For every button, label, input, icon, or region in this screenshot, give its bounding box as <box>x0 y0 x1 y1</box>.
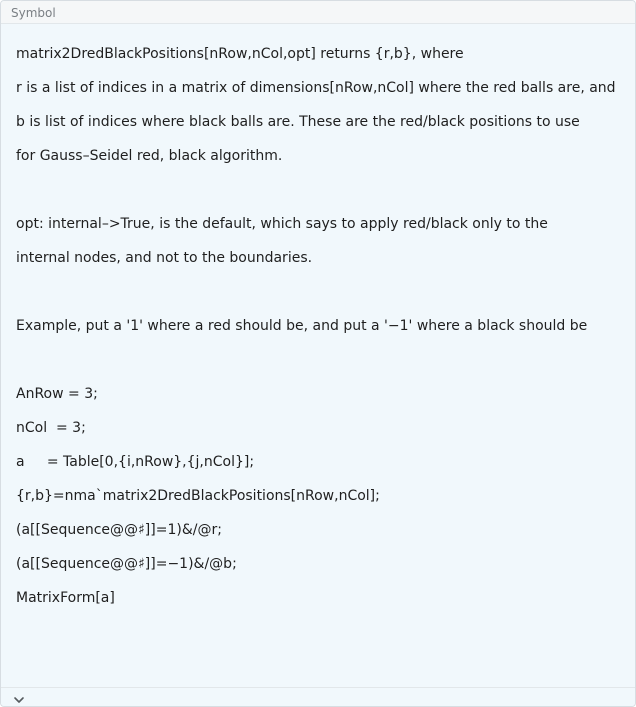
usage-line: matrix2DredBlackPositions[nRow,nCol,opt] returns {r,b}, where <box>16 46 464 62</box>
code-line: a = Table[0,{i,nRow},{j,nCol}]; <box>16 454 255 470</box>
usage-line: internal nodes, and not to the boundaries. <box>16 250 313 266</box>
code-line: (a[[Sequence@@♯]]=−1)&/@b; <box>16 556 237 572</box>
code-line: nCol = 3; <box>16 420 86 436</box>
usage-line <box>16 343 628 377</box>
usage-line <box>16 173 628 207</box>
usage-line: b is list of indices where black balls are. These are the red/black positions to use <box>16 114 580 130</box>
code-line: AnRow = 3; <box>16 386 98 402</box>
usage-line: opt: internal–>True, is the default, which says to apply red/black only to the <box>16 216 548 232</box>
panel-header <box>1 1 635 24</box>
usage-line <box>16 275 628 309</box>
code-line: (a[[Sequence@@♯]]=1)&/@r; <box>16 522 222 538</box>
code-line: {r,b}=nma`matrix2DredBlackPositions[nRow,nCol]; <box>16 488 380 504</box>
usage-text[interactable] <box>16 37 628 615</box>
usage-line: r is a list of indices in a matrix of dimensions[nRow,nCol] where the red balls are, and <box>16 80 616 96</box>
code-line: MatrixForm[a] <box>16 590 115 606</box>
panel-footer <box>1 687 635 707</box>
usage-line: for Gauss–Seidel red, black algorithm. <box>16 148 283 164</box>
usage-line: Example, put a '1' where a red should be, and put a '−1' where a black should be <box>16 318 588 334</box>
panel-header-label: Symbol <box>11 6 56 20</box>
chevron-down-icon[interactable] <box>13 691 25 703</box>
